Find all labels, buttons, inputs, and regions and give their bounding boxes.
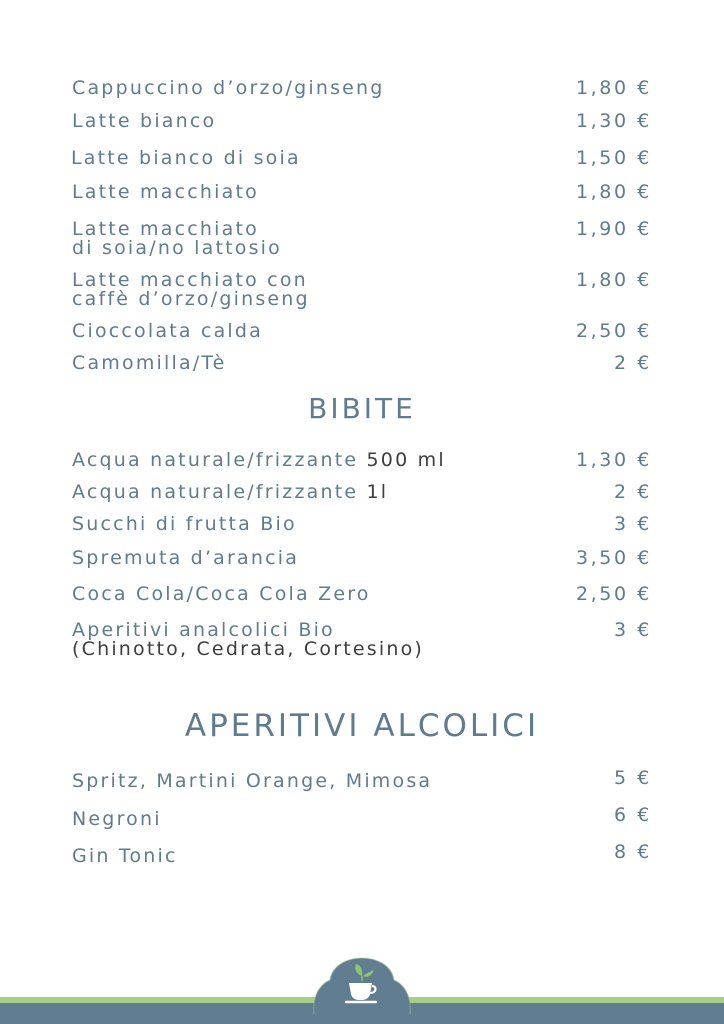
menu-item [0, 79, 724, 103]
item-name: Gin Tonic [72, 845, 178, 867]
item-name: Cappuccino d’orzo/ginseng [72, 77, 385, 99]
menu-item [0, 621, 724, 665]
item-price: 5 € [613, 767, 652, 789]
item-price: 3 € [613, 619, 652, 641]
item-price: 1,90 € [575, 218, 652, 240]
item-name-text: Acqua naturale/frizzante [72, 449, 359, 471]
menu-item [0, 149, 724, 173]
menu-item [0, 804, 724, 834]
coffee-cup-leaf-icon [310, 952, 414, 1014]
item-name [72, 271, 310, 309]
item-price: 1,80 € [575, 181, 652, 203]
menu-item [0, 322, 724, 346]
item-name-line2: di soia/no lattosio [72, 237, 282, 259]
item-price: 3 € [613, 513, 652, 535]
item-price: 3,50 € [575, 547, 652, 569]
item-name: Camomilla/Tè [72, 352, 227, 374]
item-name [72, 220, 282, 258]
menu-item [0, 549, 724, 573]
menu-item [0, 483, 724, 507]
item-name: Negroni [72, 808, 162, 830]
menu-item [0, 271, 724, 315]
item-name: Latte bianco di soia [71, 147, 301, 169]
item-quantity: 1l [366, 481, 389, 503]
item-price: 2,50 € [575, 320, 652, 342]
item-name-text: Acqua naturale/frizzante [72, 481, 359, 503]
item-price: 1,80 € [575, 269, 652, 291]
menu-item [0, 515, 724, 539]
item-name-line1: Aperitivi analcolici Bio [72, 619, 335, 641]
item-price: 1,30 € [575, 449, 652, 471]
item-name: Latte macchiato [72, 181, 259, 203]
item-price: 6 € [613, 804, 652, 826]
menu-item [0, 451, 724, 475]
item-price: 2 € [613, 481, 652, 503]
item-price: 1,30 € [575, 110, 652, 132]
menu-item [0, 354, 724, 378]
item-name-line2: (Chinotto, Cedrata, Cortesino) [72, 638, 425, 660]
menu-item [0, 183, 724, 207]
item-name: Coca Cola/Coca Cola Zero [72, 583, 371, 605]
menu-item [0, 585, 724, 609]
section-title-aperitivi: APERITIVI ALCOLICI [184, 708, 540, 744]
item-name: Latte bianco [72, 110, 217, 132]
menu-item [0, 841, 724, 871]
menu-item [0, 767, 724, 796]
item-name-line2: caffè d’orzo/ginseng [72, 288, 310, 310]
item-quantity: 500 ml [366, 449, 446, 471]
item-name [72, 621, 424, 659]
item-price: 1,80 € [575, 77, 652, 99]
menu-item [0, 220, 724, 264]
item-price: 2 € [613, 352, 652, 374]
section-title-bibite: BIBITE [308, 392, 416, 425]
item-name-line1: Latte macchiato con [72, 269, 308, 291]
item-name: Spritz, Martini Orange, Mimosa [72, 770, 433, 792]
item-name [72, 451, 446, 470]
item-name: Succhi di frutta Bio [72, 513, 297, 535]
item-name [72, 483, 388, 502]
item-price: 2,50 € [575, 583, 652, 605]
footer-logo-badge [310, 952, 414, 1014]
item-name-line1: Latte macchiato [72, 218, 259, 240]
item-price: 1,50 € [575, 147, 652, 169]
item-name: Cioccolata calda [72, 320, 264, 342]
menu-item [0, 112, 724, 136]
item-name: Spremuta d’arancia [72, 547, 300, 569]
item-price: 8 € [613, 841, 652, 863]
